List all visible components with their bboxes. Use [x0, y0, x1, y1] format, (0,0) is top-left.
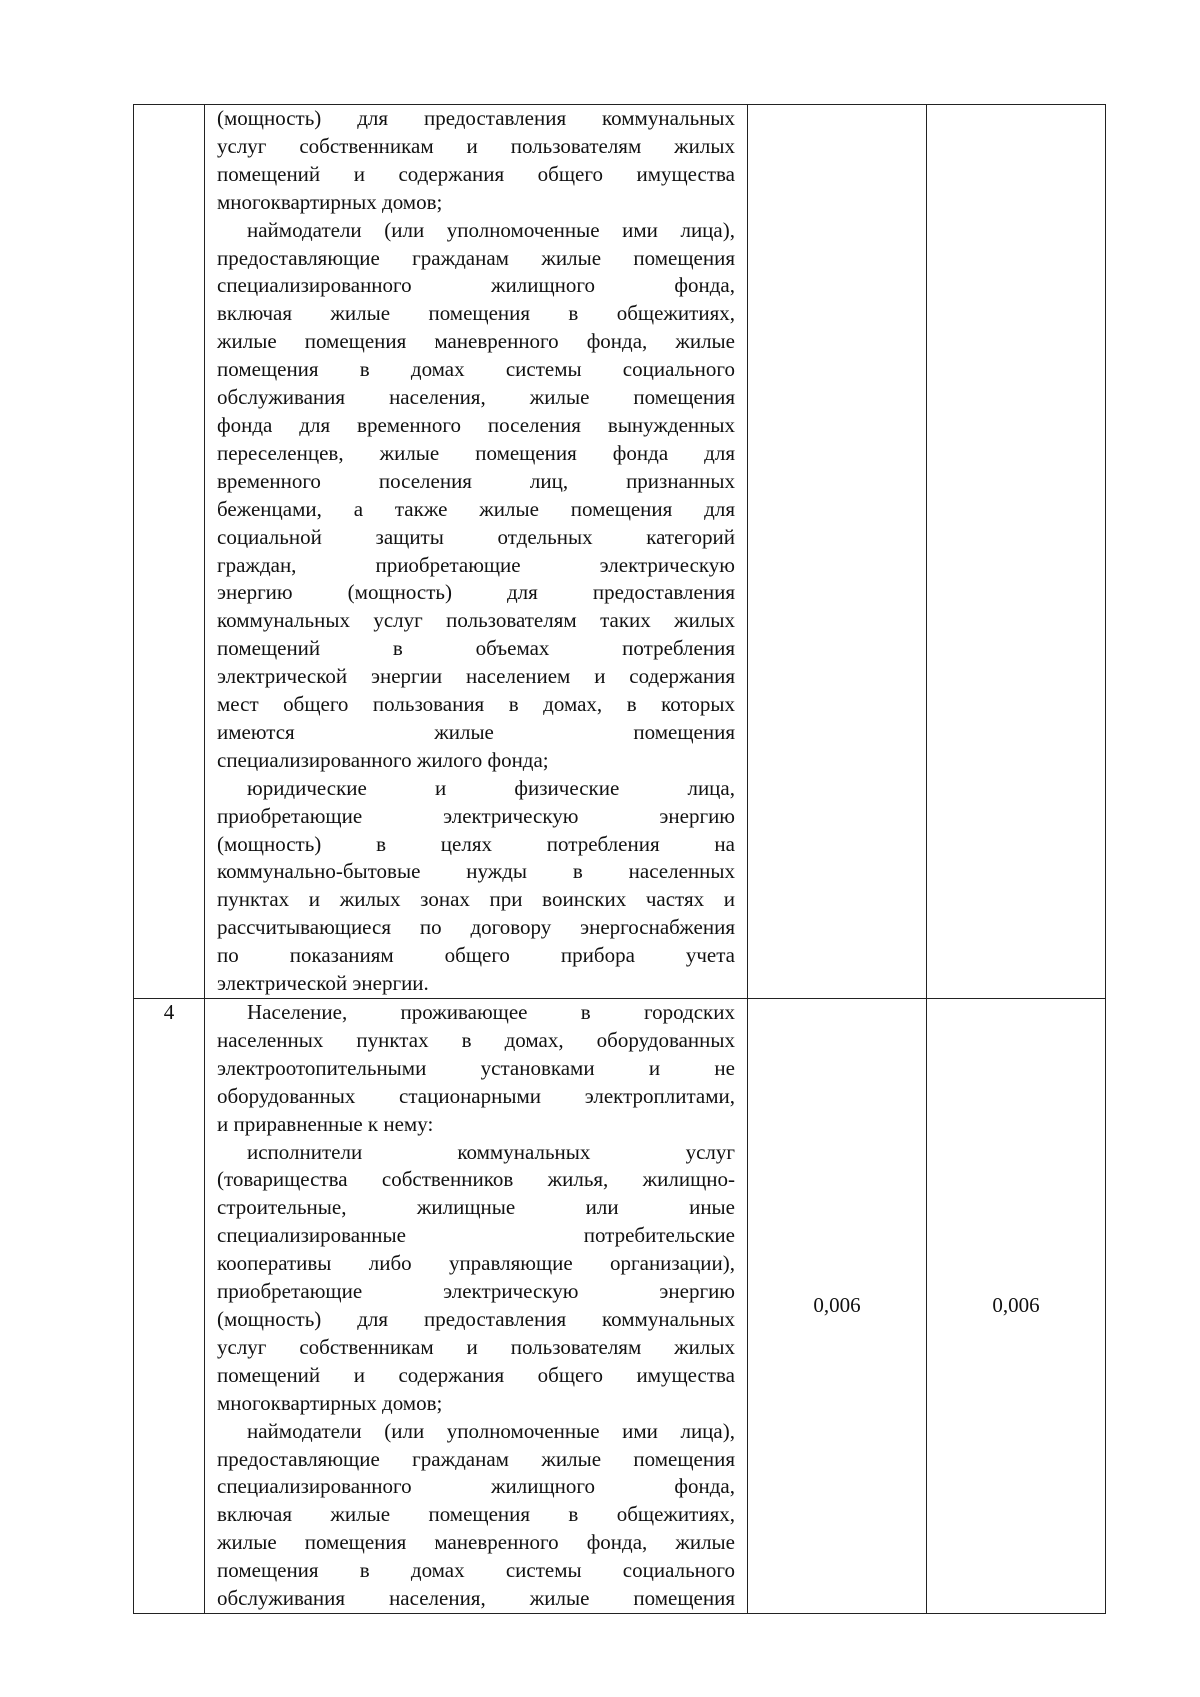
- description-line: многоквартирных домов;: [217, 1390, 443, 1415]
- description-text: [205, 105, 747, 998]
- description-line: наймодатели (или уполномоченные ими лица),: [247, 217, 735, 242]
- description-line: фонда для временного поселения вынужденных: [217, 412, 735, 437]
- description-line: имеются жилые помещения: [217, 719, 735, 744]
- description-text: [205, 999, 747, 1613]
- description-line: переселенцев, жилые помещения фонда для: [217, 440, 735, 465]
- description-cell: [205, 105, 748, 999]
- description-line: электрической энергии населением и содержания: [217, 664, 735, 689]
- table-body: [134, 105, 1106, 1614]
- description-line: (мощность) в целях потребления на: [217, 831, 735, 856]
- description-line: многоквартирных домов;: [217, 189, 443, 214]
- description-line: юридические и физические лица,: [247, 775, 735, 800]
- description-line: электрической энергии.: [217, 971, 429, 996]
- description-line: кооперативы либо управляющие организации),: [217, 1251, 735, 1276]
- description-line: приобретающие электрическую энергию: [217, 803, 735, 828]
- description-line: включая жилые помещения в общежитиях,: [217, 1502, 735, 1527]
- description-line: электроотопительными установками и не: [217, 1055, 735, 1080]
- description-line: жилые помещения маневренного фонда, жилые: [217, 1530, 735, 1555]
- description-line: мест общего пользования в домах, в которых: [217, 692, 735, 717]
- description-line: граждан, приобретающие электрическую: [217, 552, 735, 577]
- description-line: населенных пунктах в домах, оборудованных: [217, 1027, 735, 1052]
- description-line: исполнители коммунальных услуг: [247, 1139, 735, 1164]
- description-line: жилые помещения маневренного фонда, жилые: [217, 329, 735, 354]
- description-line: приобретающие электрическую энергию: [217, 1279, 735, 1304]
- table-row: [134, 105, 1106, 999]
- table-row: [134, 999, 1106, 1614]
- description-line: специализированные потребительские: [217, 1223, 735, 1248]
- description-line: специализированного жилищного фонда,: [217, 1474, 735, 1499]
- description-line: коммунальных услуг пользователям таких жилых: [217, 608, 735, 633]
- description-line: помещения в домах системы социального: [217, 1558, 735, 1583]
- description-line: Население, проживающее в городских: [247, 1000, 735, 1024]
- description-line: социальной защиты отдельных категорий: [217, 524, 735, 549]
- description-line: включая жилые помещения в общежитиях,: [217, 301, 735, 326]
- description-line: беженцами, а также жилые помещения для: [217, 496, 735, 521]
- description-line: рассчитывающиеся по договору энергоснабжения: [217, 915, 735, 940]
- value-cell-2: 0,006: [927, 999, 1106, 1614]
- value-cell-1: 0,006: [748, 999, 927, 1614]
- description-line: энергию (мощность) для предоставления: [217, 580, 735, 605]
- description-line: предоставляющие гражданам жилые помещения: [217, 1446, 735, 1471]
- description-line: пунктах и жилых зонах при воинских частях и: [217, 887, 735, 912]
- description-line: обслуживания населения, жилые помещения: [217, 1586, 735, 1611]
- description-line: специализированного жилищного фонда,: [217, 273, 735, 298]
- description-line: и приравненные к нему:: [217, 1111, 434, 1136]
- description-line: помещения в домах системы социального: [217, 357, 735, 382]
- description-line: временного поселения лиц, признанных: [217, 468, 735, 493]
- row-number-cell: [134, 105, 205, 999]
- description-line: помещений и содержания общего имущества: [217, 1362, 735, 1387]
- description-line: услуг собственникам и пользователям жилых: [217, 133, 735, 158]
- description-line: наймодатели (или уполномоченные ими лица),: [247, 1418, 735, 1443]
- description-line: (мощность) для предоставления коммунальных: [217, 1306, 735, 1331]
- description-line: (мощность) для предоставления коммунальных: [217, 106, 735, 130]
- description-line: коммунально-бытовые нужды в населенных: [217, 859, 735, 884]
- description-cell: [205, 999, 748, 1614]
- description-line: помещений и содержания общего имущества: [217, 161, 735, 186]
- value-cell-1: [748, 105, 927, 999]
- description-line: строительные, жилищные или иные: [217, 1195, 735, 1220]
- description-line: по показаниям общего прибора учета: [217, 943, 735, 968]
- row-number-cell: 4: [134, 999, 205, 1614]
- tariff-table: [133, 104, 1106, 1614]
- description-line: обслуживания населения, жилые помещения: [217, 385, 735, 410]
- description-line: помещений в объемах потребления: [217, 636, 735, 661]
- description-line: предоставляющие гражданам жилые помещения: [217, 245, 735, 270]
- value-cell-2: [927, 105, 1106, 999]
- description-line: оборудованных стационарными электроплитами,: [217, 1083, 735, 1108]
- description-line: (товарищества собственников жилья, жилищно-: [217, 1167, 735, 1192]
- description-line: услуг собственникам и пользователям жилых: [217, 1334, 735, 1359]
- description-line: специализированного жилого фонда;: [217, 747, 549, 772]
